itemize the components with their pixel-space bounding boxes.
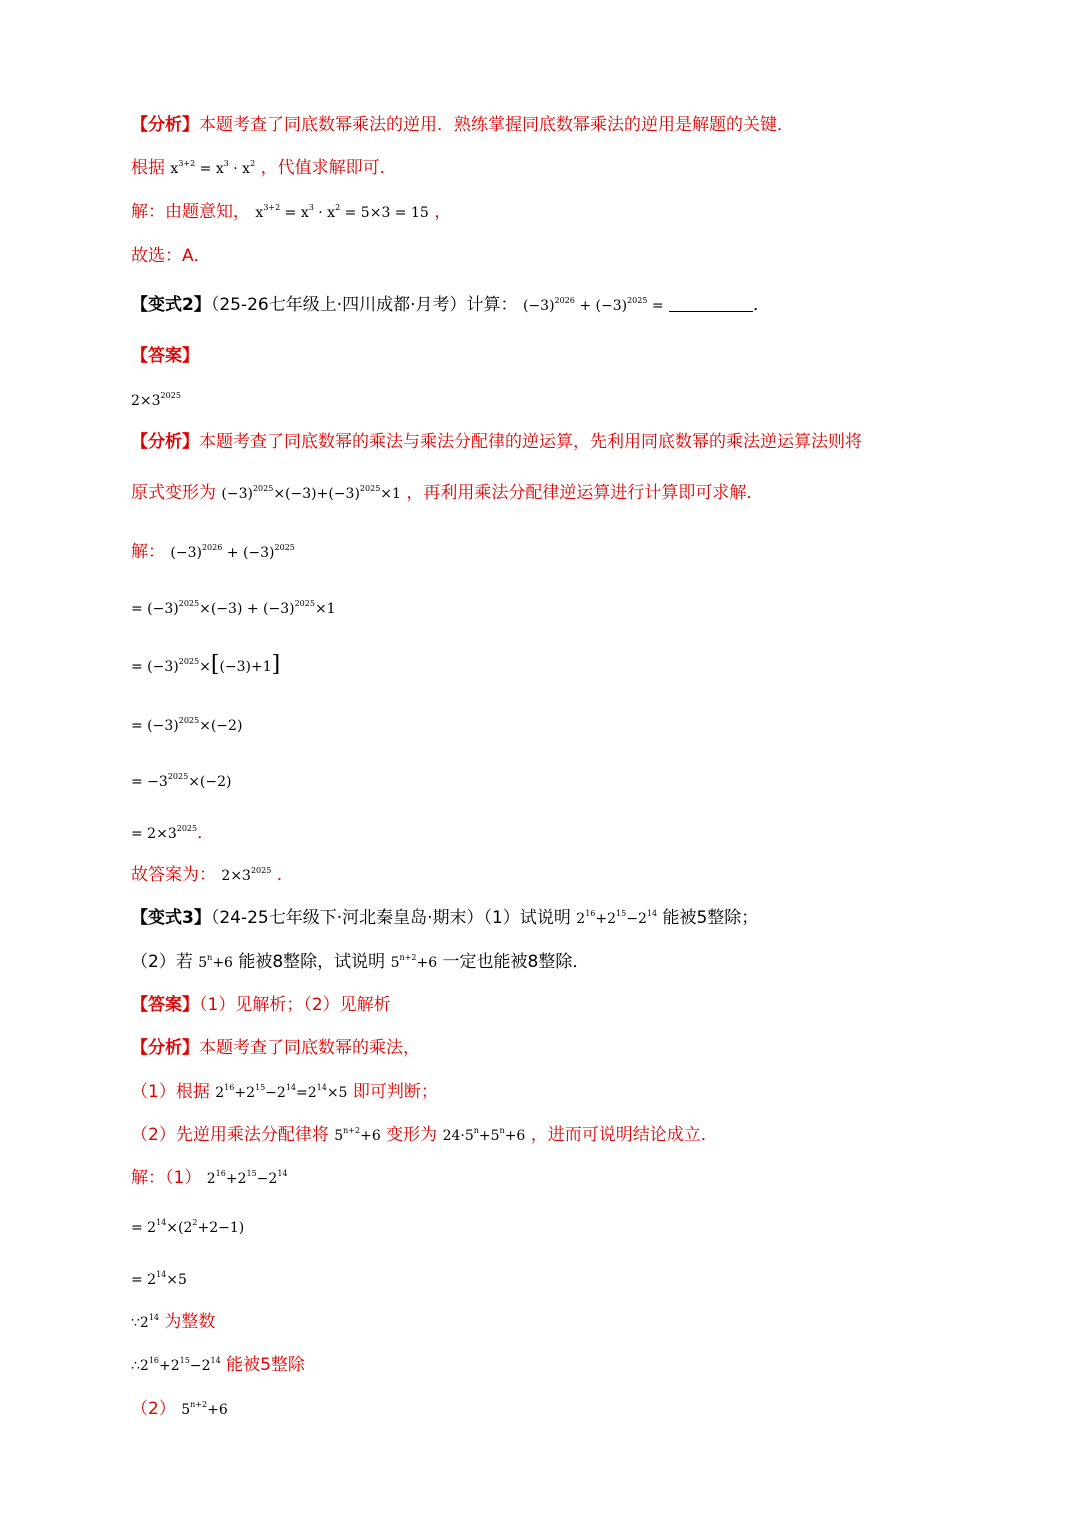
variant3-analysis-label: 【分析】 bbox=[131, 1038, 199, 1058]
step-formula: = $2\times 3^{2025}$ bbox=[131, 824, 198, 842]
variant3-because bbox=[131, 1311, 215, 1334]
variant2-expression: $(-3)^{2026} + (-3)^{2025}$ = bbox=[522, 296, 664, 314]
variant3-answer-text: （1）见解析；（2）见解析 bbox=[199, 995, 391, 1015]
variant2-label: 【变式2】 bbox=[131, 295, 211, 315]
variant2-step-3: = $(-3)^{2025}\times(-2)$ bbox=[131, 716, 243, 734]
variant3-part2 bbox=[131, 1398, 228, 1421]
basis-suffix: ，代值求解即可． bbox=[260, 158, 397, 178]
variant3-answer-label: 【答案】 bbox=[131, 995, 199, 1015]
variant2-analysis-formula: $(-3)^{2025}\times(-3)+(-3)^{2025}\times 1$ bbox=[221, 484, 401, 502]
final-prefix: 故答案为： bbox=[131, 865, 216, 885]
variant3-q2 bbox=[131, 951, 589, 974]
variant2-analysis-text1: 本题考查了同底数幂的乘法与乘法分配律的逆运算，先利用同底数幂的乘法逆运算法则将 bbox=[199, 432, 862, 452]
because-formula: $\because 2^{14}$ bbox=[131, 1313, 160, 1331]
variant3-q1-formula: $2^{16}+2^{15}-2^{14}$ bbox=[576, 909, 658, 927]
variant2-step-2: = $(-3)^{2025}\times[(-3)+1]$ bbox=[131, 652, 281, 677]
variant2-step-1: = $(-3)^{2025}\times(-3) + (-3)^{2025}\times 1$ bbox=[131, 599, 336, 617]
variant2-analysis-line1 bbox=[131, 431, 862, 453]
a1-suffix: 即可判断； bbox=[352, 1082, 438, 1102]
q2-mid: 能被8整除，试说明 bbox=[238, 952, 386, 972]
variant2-analysis-line2 bbox=[131, 482, 763, 505]
final-suffix: ． bbox=[276, 865, 294, 885]
variant3-s3: = $2^{14}\times 5$ bbox=[131, 1270, 187, 1288]
choice-line: 故选：A． bbox=[131, 246, 211, 266]
variant2-final bbox=[131, 864, 294, 887]
variant2-step-5: = $2\times 3^{2025}$． bbox=[131, 823, 215, 843]
a2-prefix: （2）先逆用乘法分配律将 bbox=[131, 1125, 329, 1145]
a1-prefix: （1）根据 bbox=[131, 1082, 210, 1102]
answer-blank[interactable] bbox=[669, 297, 753, 312]
variant3-question bbox=[131, 907, 758, 930]
solution-line bbox=[131, 201, 451, 224]
a2-formula1: $5^{n+2}+6$ bbox=[334, 1126, 381, 1144]
variant2-analysis-prefix: 原式变形为 bbox=[131, 483, 216, 503]
a2-mid: 变形为 bbox=[386, 1125, 438, 1145]
therefore-formula: $\therefore 2^{16}+2^{15}-2^{14}$ bbox=[131, 1356, 221, 1374]
variant3-analysis bbox=[131, 1037, 420, 1059]
variant2-step-4: = $-3^{2025}\times(-2)$ bbox=[131, 772, 232, 790]
solution-prefix: 解：由题意知， bbox=[131, 202, 250, 222]
variant2-question bbox=[131, 294, 770, 317]
s1-formula: $2^{16}+2^{15}-2^{14}$ bbox=[206, 1169, 288, 1187]
step-formula: $(-3)^{2026} + (-3)^{2025}$ bbox=[170, 543, 295, 561]
because-suffix: 为整数 bbox=[164, 1312, 216, 1332]
variant2-solution-label: 解： bbox=[131, 542, 165, 562]
analysis-label: 【分析】 bbox=[131, 115, 199, 135]
variant3-q1-suffix: 能被5整除； bbox=[662, 908, 759, 928]
a1-formula: $2^{16}+2^{15}-2^{14}=2^{14}\times 5$ bbox=[215, 1083, 348, 1101]
a2-suffix: ，进而可说明结论成立． bbox=[530, 1125, 718, 1145]
analysis-line bbox=[131, 114, 794, 136]
solution-suffix: ， bbox=[434, 202, 452, 222]
solution-formula: $x^{3+2} = x^3 \cdot x^2 = 5\times 3 = 15$ bbox=[255, 203, 429, 221]
variant2-analysis-label: 【分析】 bbox=[131, 432, 199, 452]
variant3-label: 【变式3】 bbox=[131, 908, 211, 928]
variant2-step-0 bbox=[131, 541, 295, 564]
q2-prefix: （2）若 bbox=[131, 952, 193, 972]
part2-label: （2） bbox=[131, 1399, 176, 1419]
a2-formula2: $24\cdot 5^n+5^n+6$ bbox=[442, 1126, 526, 1144]
variant3-therefore bbox=[131, 1354, 305, 1377]
variant3-answer bbox=[131, 994, 391, 1016]
final-formula: $2\times 3^{2025}$ bbox=[221, 866, 272, 884]
variant3-s1 bbox=[131, 1167, 288, 1190]
q2-formula2: $5^{n+2}+6$ bbox=[390, 953, 438, 971]
variant2-analysis-suffix: ，再利用乘法分配律逆运算进行计算即可求解． bbox=[406, 483, 764, 503]
variant2-answer-label: 【答案】 bbox=[131, 346, 199, 366]
variant3-solution-label: 解：（1） bbox=[131, 1168, 202, 1188]
variant3-source: （24-25七年级下·河北秦皇岛·期末）（1）试说明 bbox=[210, 908, 571, 928]
basis-prefix: 根据 bbox=[131, 158, 165, 178]
variant2-end: ． bbox=[753, 295, 771, 315]
basis-line bbox=[131, 157, 397, 180]
q2-formula1: $5^n+6$ bbox=[198, 953, 233, 971]
variant3-s2: = $2^{14}\times(2^2+2-1)$ bbox=[131, 1218, 245, 1236]
variant3-analysis-text: 本题考查了同底数幂的乘法， bbox=[199, 1038, 420, 1058]
variant3-a1 bbox=[131, 1081, 438, 1104]
q2-suffix: 一定也能被8整除． bbox=[442, 952, 590, 972]
basis-formula: $x^{3+2} = x^3 \cdot x^2$ bbox=[170, 159, 256, 177]
therefore-suffix: 能被5整除 bbox=[226, 1355, 305, 1375]
part2-formula: $5^{n+2}+6$ bbox=[181, 1400, 228, 1418]
analysis-text: 本题考查了同底数幂乘法的逆用．熟练掌握同底数幂乘法的逆用是解题的关键． bbox=[199, 115, 794, 135]
variant3-a2 bbox=[131, 1124, 718, 1147]
variant2-source: （25-26七年级上·四川成都·月考）计算： bbox=[210, 295, 518, 315]
variant2-answer: $2\times 3^{2025}$ bbox=[131, 391, 181, 409]
